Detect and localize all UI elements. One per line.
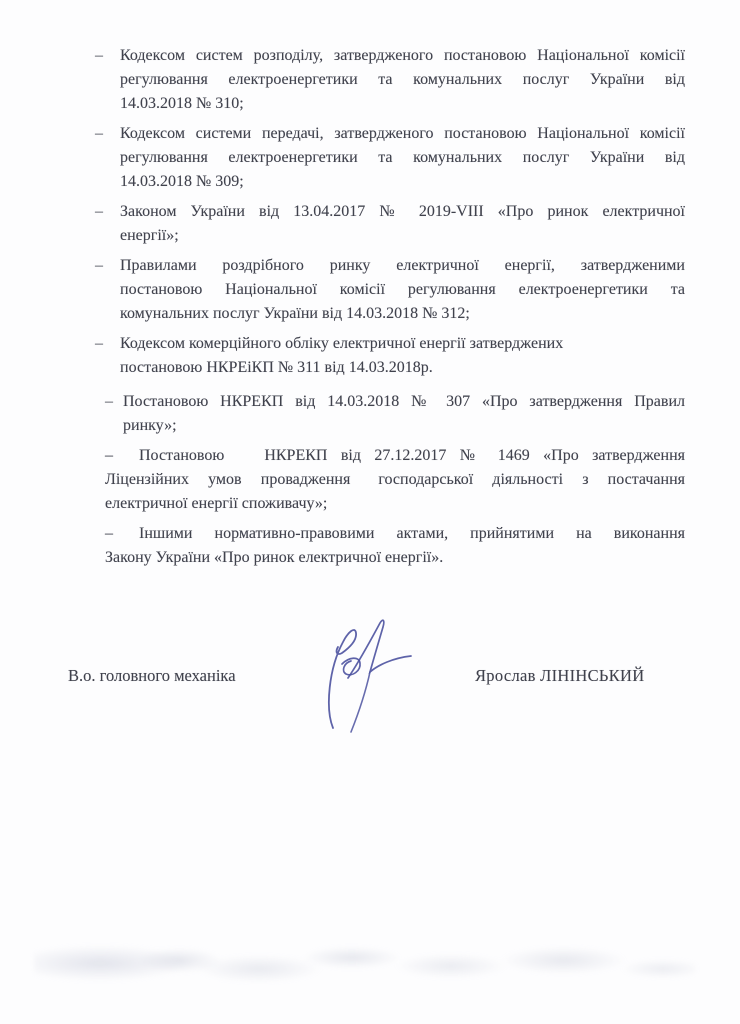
list-item-line: Законом України від 13.04.2017 № 2019-VIII «Про ринок електричної [120,203,685,220]
list-item-line: 14.03.2018 № 309; [120,173,244,190]
list-item-other-acts [105,522,685,570]
list-item-line: 14.03.2018 № 310; [120,95,244,112]
bleed-through-artifact [34,938,696,994]
bullet-dash: – [95,125,103,142]
signature-stroke [329,630,356,728]
list-item-line: регулювання електроенергетики та комунальних послуг України від [120,71,685,88]
list-item-line: постановою Національної комісії регулювання електроенергетики та [120,281,685,298]
signature-stroke [351,672,370,732]
signer-role-label: В.о. головного механіка [68,666,236,685]
bullet-dash: – [105,447,113,464]
signer-name: Ярослав ЛІНІНСЬКИЙ [475,666,645,685]
bullet-dash: – [95,203,103,220]
list-item-resolution-1469 [105,444,685,516]
list-item-transmission-code [95,122,685,194]
list-item-retail-rules [95,254,685,326]
list-item-resolution-307 [105,390,685,438]
list-item-line: Ліцензійних умов провадження господарської діяльності з постачання [105,471,686,488]
list-item-line: регулювання електроенергетики та комунальних послуг України від [120,149,685,166]
list-item-line: Правилами роздрібного ринку електричної енергії, затвердженими [120,257,685,274]
list-item-line: електричної енергії споживачу»; [105,495,328,512]
list-item-line: Кодексом системи передачі, затвердженого постановою Національної комісії [120,125,685,142]
signature-stroke [348,620,411,678]
list-item-line: комунальних послуг України від 14.03.2018 № 312; [120,305,470,322]
list-item-market-law [95,200,685,248]
bullet-dash: – [95,47,103,64]
bullet-dash: – [105,525,113,542]
list-item-distribution-code [95,44,685,116]
handwritten-signature [303,616,418,744]
list-item-line: Кодексом систем розподілу, затвердженого постановою Національної комісії [120,47,685,64]
list-item-line: постановою НКРЕіКП № 311 від 14.03.2018р. [120,359,433,376]
list-item-line: Постановою НКРЕКП від 14.03.2018 № 307 «Про затвердження Правил [123,393,685,410]
list-item-line: – Іншими нормативно-правовими актами, прийнятими на виконання [105,525,685,542]
list-item-line: енергії»; [120,227,179,244]
legal-references-list [0,44,740,576]
list-item-line: Кодексом комерційного обліку електричної енергії затверджених [120,335,564,352]
list-item-line: – Постановою НКРЕКП від 27.12.2017 № 1469 «Про затвердження [105,447,685,464]
list-item-metering-code [95,332,685,380]
bullet-dash: – [95,257,103,274]
list-item-line: Закону України «Про ринок електричної енергії». [105,549,444,566]
list-item-line: ринку»; [123,417,177,434]
bullet-dash: – [95,335,103,352]
bullet-dash: – [105,393,113,410]
